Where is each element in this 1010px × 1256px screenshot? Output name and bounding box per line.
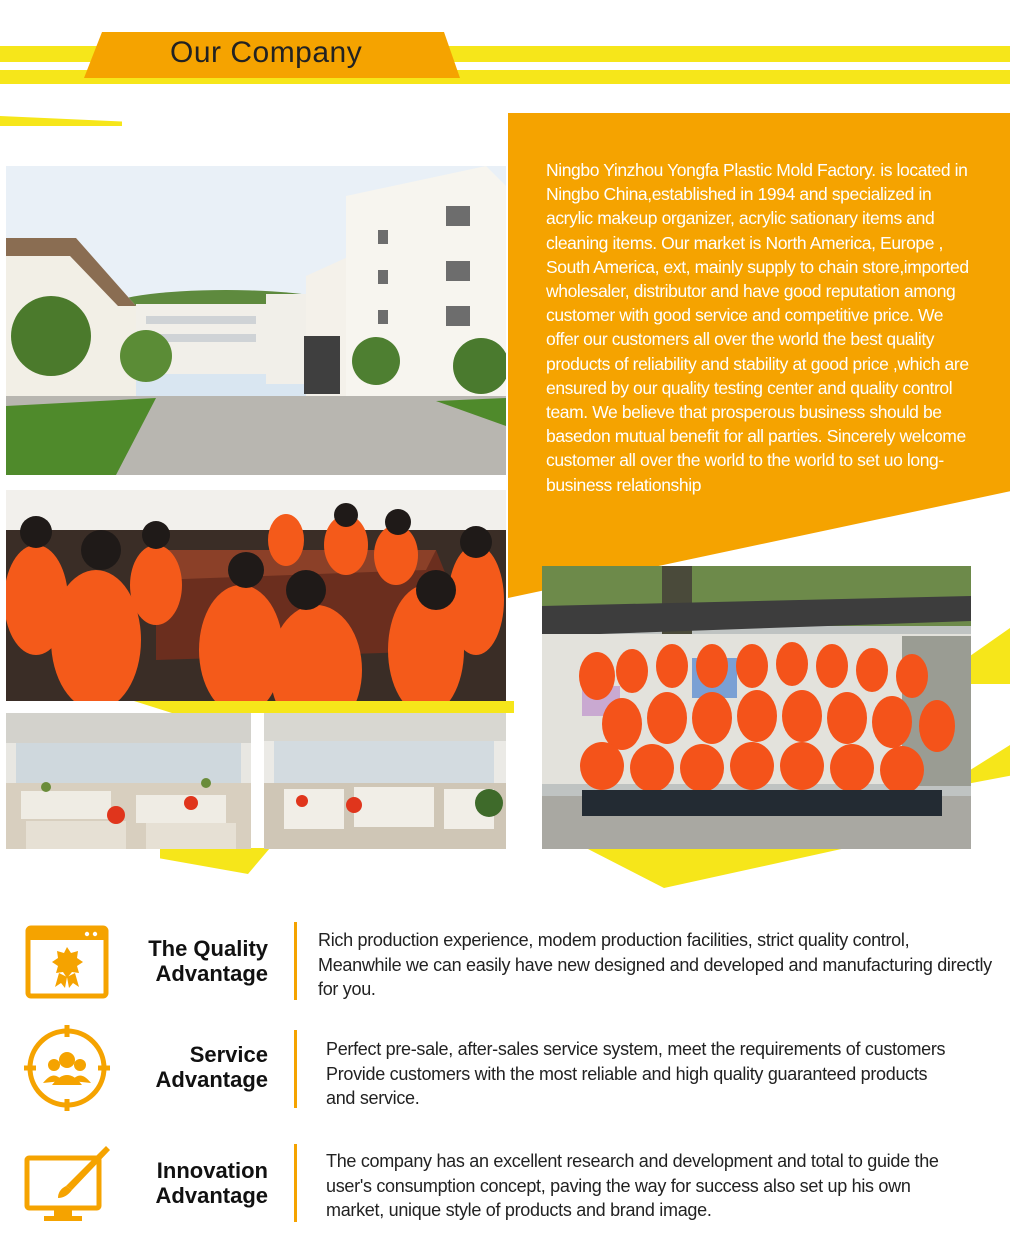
team-meeting-photo bbox=[6, 490, 506, 701]
innovation-advantage-title bbox=[156, 1158, 268, 1208]
service-divider bbox=[294, 1030, 297, 1108]
certificate-window-icon bbox=[25, 925, 109, 999]
innovation-divider bbox=[294, 1144, 297, 1222]
stripe-middle bbox=[134, 701, 514, 713]
stripe-lower-left bbox=[160, 848, 270, 874]
page-title: Our Company bbox=[170, 36, 363, 69]
stripe-lower-right bbox=[586, 848, 846, 888]
quality-advantage-description: Rich production experience, modem production facilities, strict quality control, Meanwhile we can easily have new designed and developed and manufacturing directly for you. bbox=[318, 930, 992, 999]
monitor-brush-icon bbox=[24, 1144, 112, 1224]
service-title-line1: Service bbox=[189, 1042, 268, 1067]
service-advantage-title bbox=[156, 1042, 268, 1092]
company-description: Ningbo Yinzhou Yongfa Plastic Mold Factory. is located in Ningbo China,established in 1994 and specialized in acrylic makeup organizer, acrylic sationary items and cleaning items. Our market is North America, Europe , South America, ext, mainly supply to chain store,imported wholesaler, distributor and have good reputation among customer with good service and competitive price. We offer our customers all over the world the best quality products of reliability and stability at good price ,which are ensured by our quality testing center and quality control team. We believe that prosperous business should be basedon mutual benefit for all parties. Sincerely welcome customer all over the world to the world to set uo long-business relationship bbox=[546, 160, 969, 495]
innovation-title-line1: Innovation bbox=[156, 1158, 268, 1183]
factory-building-photo bbox=[6, 166, 506, 475]
stripe-top-left bbox=[0, 116, 122, 126]
service-advantage-description: Perfect pre-sale, after-sales service system, meet the requirements of customers Provide customers with the most reliable and high quality guaranteed products and service. bbox=[326, 1039, 946, 1108]
quality-title-line1: The Quality bbox=[148, 936, 268, 961]
team-target-icon bbox=[24, 1025, 110, 1111]
innovation-title-line2: Advantage bbox=[155, 1183, 268, 1208]
quality-advantage-title bbox=[148, 936, 268, 986]
service-title-line2: Advantage bbox=[155, 1067, 268, 1092]
quality-divider bbox=[294, 922, 297, 1000]
quality-title-line2: Advantage bbox=[155, 961, 268, 986]
innovation-advantage-description: The company has an excellent research and development and total to guide the user's consumption concept, paving the way for success also set up his own market, unique style of products and brand image. bbox=[326, 1151, 939, 1220]
office-photo-left bbox=[6, 713, 251, 849]
office-photo-right bbox=[264, 713, 506, 849]
team-group-photo bbox=[542, 566, 971, 849]
